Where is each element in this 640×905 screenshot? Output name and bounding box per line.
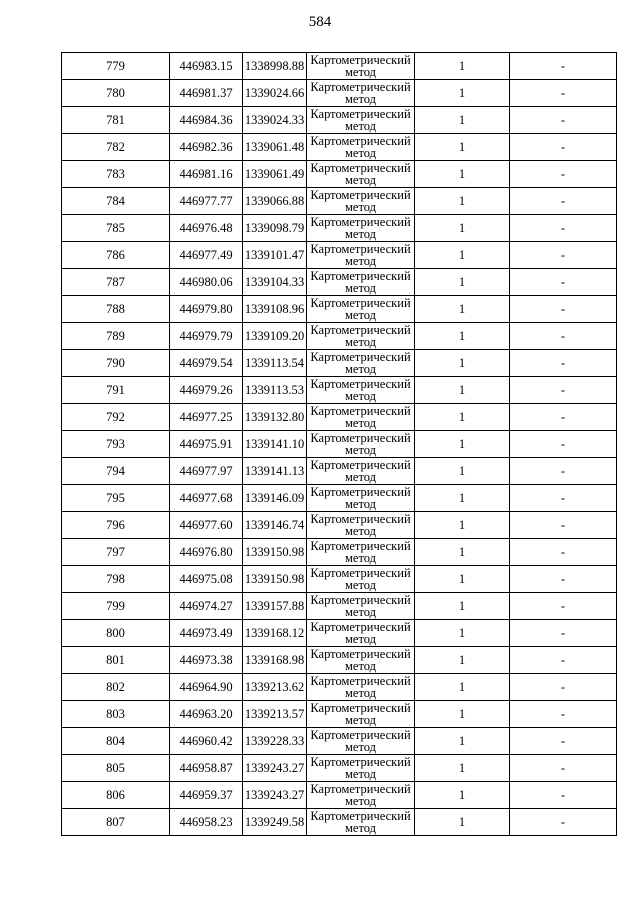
method-label-line1: Картометрический <box>310 187 411 202</box>
count-cell: 1 <box>415 107 510 134</box>
x-coordinate-cell: 446975.91 <box>170 431 243 458</box>
point-number-cell: 806 <box>62 782 170 809</box>
method-label-line2: метод <box>344 659 376 673</box>
coordinates-table-body <box>62 53 617 836</box>
y-coordinate-cell: 1339141.10 <box>243 431 307 458</box>
table-row <box>62 701 617 728</box>
point-number-cell: 798 <box>62 566 170 593</box>
table-row <box>62 188 617 215</box>
x-coordinate-cell: 446976.80 <box>170 539 243 566</box>
point-number-cell: 793 <box>62 431 170 458</box>
method-label-line1: Картометрический <box>310 754 411 769</box>
y-coordinate-cell: 1339108.96 <box>243 296 307 323</box>
method-label-line1: Картометрический <box>310 106 411 121</box>
method-label-line2: метод <box>344 254 376 268</box>
mark-cell: - <box>510 215 617 242</box>
method-cell <box>307 566 415 593</box>
method-cell <box>307 485 415 512</box>
y-coordinate-cell: 1339109.20 <box>243 323 307 350</box>
table-row <box>62 404 617 431</box>
method-label-line1: Картометрический <box>310 241 411 256</box>
y-coordinate-cell: 1339213.62 <box>243 674 307 701</box>
method-label-line1: Картометрический <box>310 430 411 445</box>
mark-cell: - <box>510 161 617 188</box>
table-row <box>62 323 617 350</box>
x-coordinate-cell: 446984.36 <box>170 107 243 134</box>
count-cell: 1 <box>415 674 510 701</box>
method-label-line1: Картометрический <box>310 403 411 418</box>
method-label-line1: Картометрический <box>310 295 411 310</box>
point-number-cell: 801 <box>62 647 170 674</box>
point-number-cell: 797 <box>62 539 170 566</box>
x-coordinate-cell: 446973.38 <box>170 647 243 674</box>
method-label-line2: метод <box>344 200 376 214</box>
method-label-line2: метод <box>344 605 376 619</box>
mark-cell: - <box>510 674 617 701</box>
mark-cell: - <box>510 728 617 755</box>
method-label-line2: метод <box>344 632 376 646</box>
coordinates-table <box>61 52 617 836</box>
y-coordinate-cell: 1339157.88 <box>243 593 307 620</box>
mark-cell: - <box>510 242 617 269</box>
mark-cell: - <box>510 323 617 350</box>
count-cell: 1 <box>415 431 510 458</box>
count-cell: 1 <box>415 242 510 269</box>
mark-cell: - <box>510 566 617 593</box>
method-label-line1: Картометрический <box>310 592 411 607</box>
mark-cell: - <box>510 350 617 377</box>
method-label-line2: метод <box>344 767 376 781</box>
count-cell: 1 <box>415 269 510 296</box>
table-row <box>62 755 617 782</box>
method-label-line2: метод <box>344 578 376 592</box>
method-cell <box>307 242 415 269</box>
point-number-cell: 788 <box>62 296 170 323</box>
mark-cell: - <box>510 620 617 647</box>
method-label-line2: метод <box>344 119 376 133</box>
x-coordinate-cell: 446977.97 <box>170 458 243 485</box>
mark-cell: - <box>510 377 617 404</box>
method-label-line1: Картометрический <box>310 619 411 634</box>
method-cell <box>307 647 415 674</box>
point-number-cell: 807 <box>62 809 170 836</box>
table-row <box>62 566 617 593</box>
y-coordinate-cell: 1339146.74 <box>243 512 307 539</box>
method-label-line1: Картометрический <box>310 673 411 688</box>
point-number-cell: 787 <box>62 269 170 296</box>
point-number-cell: 802 <box>62 674 170 701</box>
count-cell: 1 <box>415 161 510 188</box>
count-cell: 1 <box>415 485 510 512</box>
table-row <box>62 215 617 242</box>
point-number-cell: 800 <box>62 620 170 647</box>
count-cell: 1 <box>415 350 510 377</box>
method-label-line1: Картометрический <box>310 538 411 553</box>
count-cell: 1 <box>415 296 510 323</box>
mark-cell: - <box>510 188 617 215</box>
mark-cell: - <box>510 593 617 620</box>
mark-cell: - <box>510 53 617 80</box>
method-label-line2: метод <box>344 416 376 430</box>
page-number: 584 <box>308 14 332 30</box>
method-cell <box>307 431 415 458</box>
point-number-cell: 792 <box>62 404 170 431</box>
method-cell <box>307 377 415 404</box>
x-coordinate-cell: 446981.37 <box>170 80 243 107</box>
x-coordinate-cell: 446958.23 <box>170 809 243 836</box>
count-cell: 1 <box>415 566 510 593</box>
point-number-cell: 803 <box>62 701 170 728</box>
mark-cell: - <box>510 404 617 431</box>
method-label-line2: метод <box>344 686 376 700</box>
count-cell: 1 <box>415 647 510 674</box>
x-coordinate-cell: 446963.20 <box>170 701 243 728</box>
y-coordinate-cell: 1339243.27 <box>243 782 307 809</box>
method-label-line2: метод <box>344 821 376 835</box>
y-coordinate-cell: 1339168.98 <box>243 647 307 674</box>
count-cell: 1 <box>415 728 510 755</box>
method-label-line1: Картометрический <box>310 727 411 742</box>
x-coordinate-cell: 446979.79 <box>170 323 243 350</box>
x-coordinate-cell: 446982.36 <box>170 134 243 161</box>
table-row <box>62 161 617 188</box>
table-row <box>62 350 617 377</box>
mark-cell: - <box>510 485 617 512</box>
y-coordinate-cell: 1339024.33 <box>243 107 307 134</box>
method-label-line1: Картометрический <box>310 376 411 391</box>
method-label-line1: Картометрический <box>310 268 411 283</box>
method-cell <box>307 728 415 755</box>
table-row <box>62 53 617 80</box>
method-label-line2: метод <box>344 524 376 538</box>
y-coordinate-cell: 1339150.98 <box>243 566 307 593</box>
y-coordinate-cell: 1339249.58 <box>243 809 307 836</box>
method-label-line2: метод <box>344 146 376 160</box>
mark-cell: - <box>510 458 617 485</box>
method-label-line1: Картометрический <box>310 781 411 796</box>
mark-cell: - <box>510 755 617 782</box>
point-number-cell: 789 <box>62 323 170 350</box>
method-cell <box>307 269 415 296</box>
table-row <box>62 512 617 539</box>
count-cell: 1 <box>415 404 510 431</box>
method-label-line2: метод <box>344 551 376 565</box>
method-label-line2: метод <box>344 443 376 457</box>
table-row <box>62 728 617 755</box>
y-coordinate-cell: 1339113.53 <box>243 377 307 404</box>
method-label-line2: метод <box>344 281 376 295</box>
method-label-line1: Картометрический <box>310 457 411 472</box>
method-label-line1: Картометрический <box>310 511 411 526</box>
method-label-line1: Картометрический <box>310 322 411 337</box>
mark-cell: - <box>510 269 617 296</box>
mark-cell: - <box>510 701 617 728</box>
y-coordinate-cell: 1339104.33 <box>243 269 307 296</box>
y-coordinate-cell: 1339213.57 <box>243 701 307 728</box>
method-label-line2: метод <box>344 740 376 754</box>
y-coordinate-cell: 1338998.88 <box>243 53 307 80</box>
method-label-line1: Картометрический <box>310 133 411 148</box>
method-cell <box>307 539 415 566</box>
table-row <box>62 80 617 107</box>
count-cell: 1 <box>415 377 510 404</box>
method-cell <box>307 620 415 647</box>
table-row <box>62 647 617 674</box>
table-row <box>62 458 617 485</box>
method-cell <box>307 404 415 431</box>
y-coordinate-cell: 1339101.47 <box>243 242 307 269</box>
method-cell <box>307 701 415 728</box>
table-row <box>62 539 617 566</box>
method-cell <box>307 458 415 485</box>
mark-cell: - <box>510 107 617 134</box>
table-row <box>62 593 617 620</box>
x-coordinate-cell: 446977.49 <box>170 242 243 269</box>
point-number-cell: 791 <box>62 377 170 404</box>
x-coordinate-cell: 446981.16 <box>170 161 243 188</box>
y-coordinate-cell: 1339061.48 <box>243 134 307 161</box>
point-number-cell: 782 <box>62 134 170 161</box>
point-number-cell: 781 <box>62 107 170 134</box>
method-cell <box>307 323 415 350</box>
mark-cell: - <box>510 431 617 458</box>
table-row <box>62 620 617 647</box>
y-coordinate-cell: 1339141.13 <box>243 458 307 485</box>
method-label-line2: метод <box>344 497 376 511</box>
mark-cell: - <box>510 80 617 107</box>
method-label-line2: метод <box>344 92 376 106</box>
method-cell <box>307 674 415 701</box>
mark-cell: - <box>510 539 617 566</box>
x-coordinate-cell: 446980.06 <box>170 269 243 296</box>
x-coordinate-cell: 446983.15 <box>170 53 243 80</box>
table-row <box>62 134 617 161</box>
count-cell: 1 <box>415 134 510 161</box>
method-cell <box>307 782 415 809</box>
mark-cell: - <box>510 512 617 539</box>
x-coordinate-cell: 446977.25 <box>170 404 243 431</box>
method-label-line2: метод <box>344 389 376 403</box>
point-number-cell: 790 <box>62 350 170 377</box>
method-label-line1: Картометрический <box>310 160 411 175</box>
method-label-line1: Картометрический <box>310 79 411 94</box>
method-label-line2: метод <box>344 362 376 376</box>
method-cell <box>307 215 415 242</box>
x-coordinate-cell: 446979.26 <box>170 377 243 404</box>
count-cell: 1 <box>415 782 510 809</box>
count-cell: 1 <box>415 80 510 107</box>
count-cell: 1 <box>415 809 510 836</box>
x-coordinate-cell: 446960.42 <box>170 728 243 755</box>
point-number-cell: 795 <box>62 485 170 512</box>
table-row <box>62 431 617 458</box>
count-cell: 1 <box>415 620 510 647</box>
table-row <box>62 269 617 296</box>
point-number-cell: 785 <box>62 215 170 242</box>
count-cell: 1 <box>415 593 510 620</box>
mark-cell: - <box>510 296 617 323</box>
method-label-line2: метод <box>344 173 376 187</box>
count-cell: 1 <box>415 215 510 242</box>
table-row <box>62 107 617 134</box>
method-label-line1: Картометрический <box>310 349 411 364</box>
count-cell: 1 <box>415 53 510 80</box>
y-coordinate-cell: 1339146.09 <box>243 485 307 512</box>
count-cell: 1 <box>415 755 510 782</box>
method-label-line2: метод <box>344 335 376 349</box>
count-cell: 1 <box>415 539 510 566</box>
y-coordinate-cell: 1339098.79 <box>243 215 307 242</box>
method-label-line1: Картометрический <box>310 808 411 823</box>
y-coordinate-cell: 1339113.54 <box>243 350 307 377</box>
method-label-line1: Картометрический <box>310 52 411 67</box>
x-coordinate-cell: 446958.87 <box>170 755 243 782</box>
x-coordinate-cell: 446976.48 <box>170 215 243 242</box>
method-cell <box>307 512 415 539</box>
y-coordinate-cell: 1339228.33 <box>243 728 307 755</box>
table-row <box>62 485 617 512</box>
table-row <box>62 809 617 836</box>
method-cell <box>307 107 415 134</box>
table-row <box>62 296 617 323</box>
point-number-cell: 784 <box>62 188 170 215</box>
x-coordinate-cell: 446964.90 <box>170 674 243 701</box>
y-coordinate-cell: 1339150.98 <box>243 539 307 566</box>
count-cell: 1 <box>415 188 510 215</box>
method-cell <box>307 134 415 161</box>
method-cell <box>307 161 415 188</box>
x-coordinate-cell: 446973.49 <box>170 620 243 647</box>
method-label-line2: метод <box>344 794 376 808</box>
count-cell: 1 <box>415 512 510 539</box>
point-number-cell: 794 <box>62 458 170 485</box>
count-cell: 1 <box>415 323 510 350</box>
x-coordinate-cell: 446975.08 <box>170 566 243 593</box>
y-coordinate-cell: 1339024.66 <box>243 80 307 107</box>
table-row <box>62 674 617 701</box>
table-row <box>62 377 617 404</box>
count-cell: 1 <box>415 701 510 728</box>
method-cell <box>307 296 415 323</box>
method-cell <box>307 809 415 836</box>
x-coordinate-cell: 446977.60 <box>170 512 243 539</box>
y-coordinate-cell: 1339168.12 <box>243 620 307 647</box>
method-label-line2: метод <box>344 470 376 484</box>
y-coordinate-cell: 1339243.27 <box>243 755 307 782</box>
method-label-line1: Картометрический <box>310 484 411 499</box>
mark-cell: - <box>510 782 617 809</box>
method-cell <box>307 593 415 620</box>
method-label-line2: метод <box>344 713 376 727</box>
point-number-cell: 805 <box>62 755 170 782</box>
method-label-line1: Картометрический <box>310 646 411 661</box>
point-number-cell: 780 <box>62 80 170 107</box>
x-coordinate-cell: 446979.54 <box>170 350 243 377</box>
x-coordinate-cell: 446959.37 <box>170 782 243 809</box>
count-cell: 1 <box>415 458 510 485</box>
x-coordinate-cell: 446977.77 <box>170 188 243 215</box>
point-number-cell: 796 <box>62 512 170 539</box>
x-coordinate-cell: 446979.80 <box>170 296 243 323</box>
method-cell <box>307 188 415 215</box>
method-label-line1: Картометрический <box>310 565 411 580</box>
point-number-cell: 804 <box>62 728 170 755</box>
x-coordinate-cell: 446974.27 <box>170 593 243 620</box>
point-number-cell: 799 <box>62 593 170 620</box>
y-coordinate-cell: 1339132.80 <box>243 404 307 431</box>
point-number-cell: 783 <box>62 161 170 188</box>
method-label-line2: метод <box>344 65 376 79</box>
method-cell <box>307 80 415 107</box>
method-label-line1: Картометрический <box>310 214 411 229</box>
table-row <box>62 782 617 809</box>
x-coordinate-cell: 446977.68 <box>170 485 243 512</box>
point-number-cell: 779 <box>62 53 170 80</box>
mark-cell: - <box>510 134 617 161</box>
y-coordinate-cell: 1339061.49 <box>243 161 307 188</box>
method-cell <box>307 350 415 377</box>
method-label-line1: Картометрический <box>310 700 411 715</box>
mark-cell: - <box>510 647 617 674</box>
point-number-cell: 786 <box>62 242 170 269</box>
mark-cell: - <box>510 809 617 836</box>
method-label-line2: метод <box>344 227 376 241</box>
y-coordinate-cell: 1339066.88 <box>243 188 307 215</box>
method-cell <box>307 53 415 80</box>
method-label-line2: метод <box>344 308 376 322</box>
table-row <box>62 242 617 269</box>
method-cell <box>307 755 415 782</box>
